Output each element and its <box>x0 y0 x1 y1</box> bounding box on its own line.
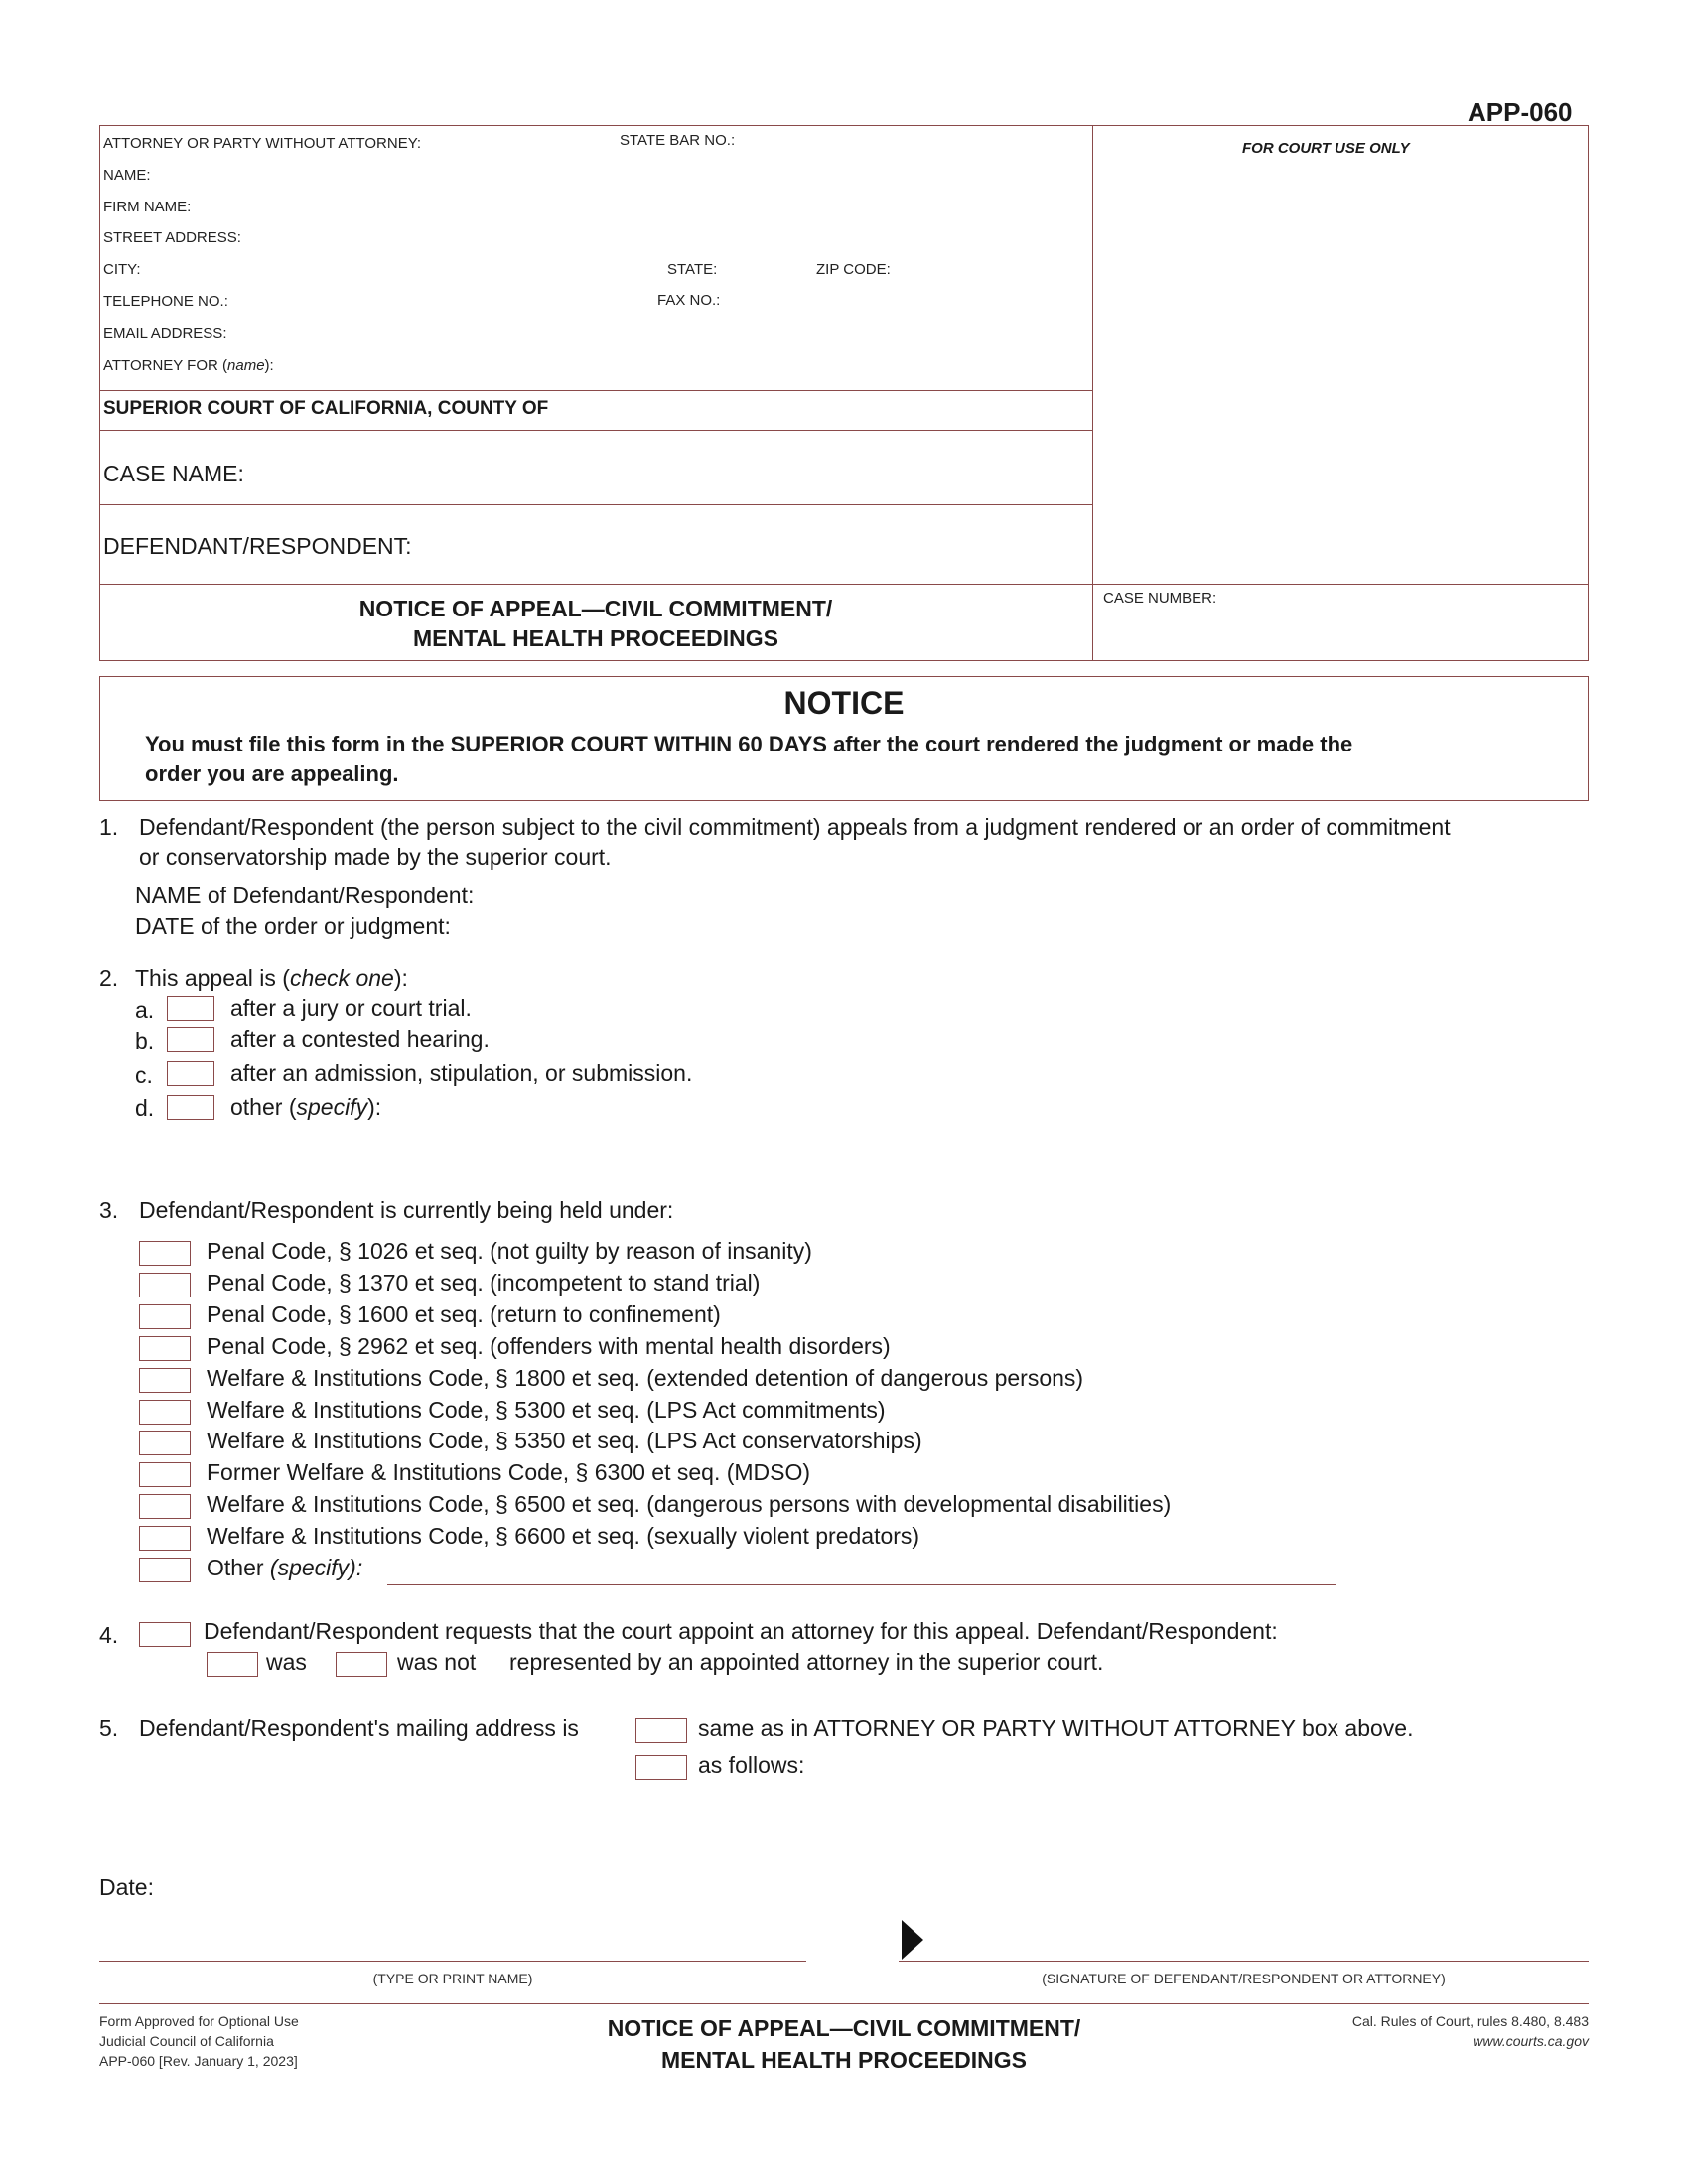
name-label: NAME: <box>103 167 151 184</box>
item3-other-line <box>387 1584 1336 1585</box>
attorney-header: ATTORNEY OR PARTY WITHOUT ATTORNEY: <box>103 135 422 152</box>
signature-caption: (SIGNATURE OF DEFENDANT/RESPONDENT OR ATTORNEY) <box>1042 1971 1446 1986</box>
item2d-text: other (specify): <box>230 1094 382 1120</box>
item3-option-6600: Welfare & Institutions Code, § 6600 et seq. (sexually violent predators) <box>207 1523 920 1549</box>
item2b-text: after a contested hearing. <box>230 1026 490 1052</box>
notice-line1: You must file this form in the SUPERIOR COURT WITHIN 60 DAYS after the court rendered the judgment or made the <box>145 732 1353 756</box>
item3-option-2962: Penal Code, § 2962 et seq. (offenders with mental health disorders) <box>207 1333 891 1359</box>
print-name-line[interactable] <box>99 1961 806 1962</box>
item2a-letter: a. <box>135 997 155 1023</box>
signature-line[interactable] <box>899 1961 1589 1962</box>
email-label: EMAIL ADDRESS: <box>103 325 227 341</box>
item4-was-checkbox[interactable] <box>207 1652 258 1677</box>
item4-rest: represented by an appointed attorney in the superior court. <box>509 1649 1104 1675</box>
item4-was-not-checkbox[interactable] <box>336 1652 387 1677</box>
item5-follows-label: as follows: <box>698 1752 805 1778</box>
item1-number: 1. <box>99 814 119 840</box>
court-label: SUPERIOR COURT OF CALIFORNIA, COUNTY OF <box>103 398 549 419</box>
item3-checkbox-5300[interactable] <box>139 1400 191 1425</box>
item3-checkbox-5350[interactable] <box>139 1431 191 1455</box>
item3-option-1026: Penal Code, § 1026 et seq. (not guilty by reason of insanity) <box>207 1238 812 1264</box>
item3-option-1370: Penal Code, § 1370 et seq. (incompetent to stand trial) <box>207 1270 761 1296</box>
telephone-label: TELEPHONE NO.: <box>103 293 228 310</box>
signature-arrow-icon <box>900 1918 925 1962</box>
divider-case <box>99 430 1092 431</box>
divider-title <box>99 584 1589 585</box>
item5-text: Defendant/Respondent's mailing address is <box>139 1715 579 1741</box>
item3-checkbox-6500[interactable] <box>139 1494 191 1519</box>
street-label: STREET ADDRESS: <box>103 229 241 246</box>
item4-checkbox[interactable] <box>139 1622 191 1647</box>
item3-checkbox-1600[interactable] <box>139 1304 191 1329</box>
court-use-label: FOR COURT USE ONLY <box>1242 140 1410 157</box>
item4-was-label: was <box>266 1649 307 1675</box>
zip-label: ZIP CODE: <box>816 261 891 278</box>
item2d-checkbox[interactable] <box>167 1095 214 1120</box>
divider-defendant <box>99 504 1092 505</box>
state-label: STATE: <box>667 261 718 278</box>
item4-number: 4. <box>99 1622 119 1648</box>
date-label: Date: <box>99 1874 154 1900</box>
item5-number: 5. <box>99 1715 119 1741</box>
item2b-checkbox[interactable] <box>167 1027 214 1052</box>
notice-heading: NOTICE <box>783 685 905 721</box>
item4-was-not-label: was not <box>397 1649 477 1675</box>
footer-title: NOTICE OF APPEAL—CIVIL COMMITMENT/ MENTAL HEALTH PROCEEDINGS <box>607 2015 1081 2073</box>
item3-intro: Defendant/Respondent is currently being held under: <box>139 1197 674 1223</box>
city-label: CITY: <box>103 261 141 278</box>
fax-label: FAX NO.: <box>657 292 721 309</box>
item3-checkbox-other[interactable] <box>139 1558 191 1582</box>
footer-left: Form Approved for Optional Use Judicial Council of California APP-060 [Rev. January 1, 2023] <box>99 2013 299 2069</box>
form-title: NOTICE OF APPEAL—CIVIL COMMITMENT/ MENTAL HEALTH PROCEEDINGS <box>358 596 833 651</box>
item2-number: 2. <box>99 965 119 991</box>
item3-option-5300: Welfare & Institutions Code, § 5300 et seq. (LPS Act commitments) <box>207 1397 886 1423</box>
item3-checkbox-6600[interactable] <box>139 1526 191 1551</box>
item1-name-label: NAME of Defendant/Respondent: <box>135 883 475 908</box>
item3-option-5350: Welfare & Institutions Code, § 5350 et seq. (LPS Act conservatorships) <box>207 1428 922 1453</box>
print-name-caption: (TYPE OR PRINT NAME) <box>372 1971 533 1986</box>
divider-court <box>99 390 1092 391</box>
state-bar-label: STATE BAR NO.: <box>620 132 736 149</box>
notice-line2: order you are appealing. <box>145 761 399 786</box>
caption-box <box>99 125 1589 661</box>
item2c-letter: c. <box>135 1062 153 1088</box>
item5-follows-checkbox[interactable] <box>635 1755 687 1780</box>
item1-date-label: DATE of the order or judgment: <box>135 913 451 939</box>
item2a-text: after a jury or court trial. <box>230 995 472 1021</box>
item2a-checkbox[interactable] <box>167 996 214 1021</box>
item2b-letter: b. <box>135 1028 155 1054</box>
item5-same-label: same as in ATTORNEY OR PARTY WITHOUT ATTORNEY box above. <box>698 1715 1414 1741</box>
item3-option-6300: Former Welfare & Institutions Code, § 6300 et seq. (MDSO) <box>207 1459 811 1485</box>
item3-checkbox-1370[interactable] <box>139 1273 191 1297</box>
footer-right: Cal. Rules of Court, rules 8.480, 8.483 www.courts.ca.gov <box>1351 2013 1589 2049</box>
item2d-letter: d. <box>135 1095 155 1121</box>
item1-line1: Defendant/Respondent (the person subject to the civil commitment) appeals from a judgment rendered or an order of commitment <box>139 814 1451 840</box>
item3-option-6500: Welfare & Institutions Code, § 6500 et seq. (dangerous persons with developmental disabilities) <box>207 1491 1172 1517</box>
item3-option-1600: Penal Code, § 1600 et seq. (return to confinement) <box>207 1301 721 1327</box>
caption-divider <box>1092 125 1093 661</box>
item2-intro: This appeal is (check one): <box>135 965 408 991</box>
item3-checkbox-1800[interactable] <box>139 1368 191 1393</box>
case-number-label: CASE NUMBER: <box>1103 590 1217 607</box>
attorney-for-label: ATTORNEY FOR (name): <box>103 357 274 374</box>
item5-same-checkbox[interactable] <box>635 1718 687 1743</box>
form-id: APP-060 <box>1468 97 1573 127</box>
item3-checkbox-1026[interactable] <box>139 1241 191 1266</box>
item3-number: 3. <box>99 1197 119 1223</box>
item2c-text: after an admission, stipulation, or submission. <box>230 1060 693 1086</box>
item3-checkbox-6300[interactable] <box>139 1462 191 1487</box>
item3-option-1800: Welfare & Institutions Code, § 1800 et seq. (extended detention of dangerous persons) <box>207 1365 1084 1391</box>
case-name-label: CASE NAME: <box>103 461 244 486</box>
item3-checkbox-2962[interactable] <box>139 1336 191 1361</box>
item2c-checkbox[interactable] <box>167 1061 214 1086</box>
footer-rule <box>99 2003 1589 2004</box>
item4-text: Defendant/Respondent requests that the court appoint an attorney for this appeal. Defendant/Respondent: <box>204 1618 1278 1644</box>
firm-label: FIRM NAME: <box>103 199 192 215</box>
item3-option-other: Other (specify): <box>207 1555 363 1580</box>
defendant-label: DEFENDANT/RESPONDENT: <box>103 533 412 559</box>
item1-line2: or conservatorship made by the superior court. <box>139 844 612 870</box>
